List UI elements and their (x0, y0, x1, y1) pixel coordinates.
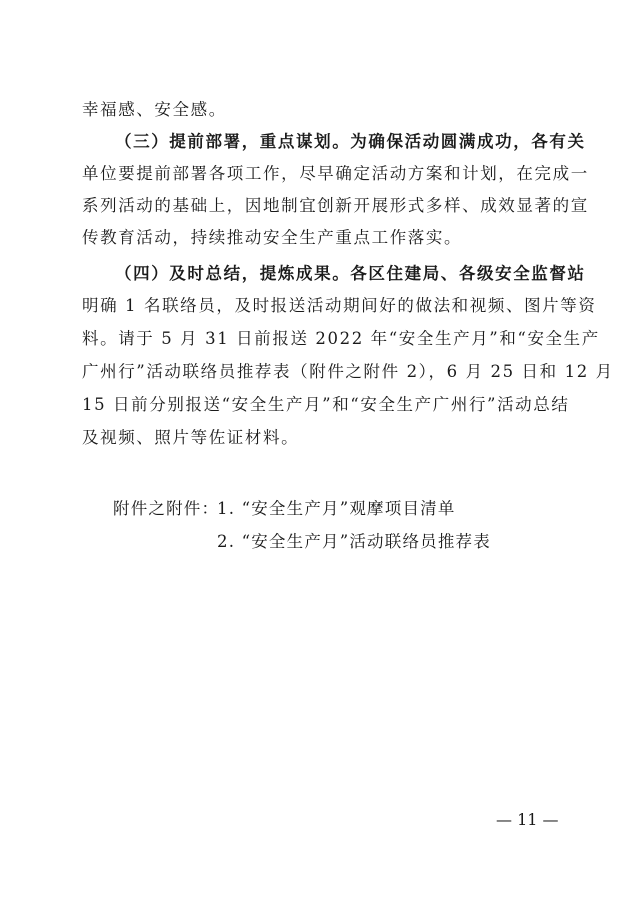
paragraph-line: 料。请于 5 月 31 日前报送 2022 年“安全生产月”和“安全生产 (82, 329, 600, 348)
paragraph-line: 幸福感、安全感。 (82, 100, 227, 119)
section-four-line: （四）及时总结，提炼成果。各区住建局、各级安全监督站 (115, 264, 586, 283)
attachment-item-1: 1. “安全生产月”观摩项目清单 (217, 499, 456, 518)
paragraph-line: 15 日前分别报送“安全生产月”和“安全生产广州行”活动总结 (82, 395, 570, 414)
paragraph-line: 系列活动的基础上，因地制宜创新开展形式多样、成效显著的宣 (82, 196, 589, 215)
paragraph-line: 传教育活动，持续推动安全生产重点工作落实。 (82, 228, 463, 247)
page-number: — 11 — (496, 810, 559, 829)
attachments-label: 附件之附件： (113, 499, 220, 518)
paragraph-line: 单位要提前部署各项工作，尽早确定活动方案和计划，在完成一 (82, 164, 589, 183)
attachment-item-2: 2. “安全生产月”活动联络员推荐表 (217, 532, 491, 551)
paragraph-line: 及视频、照片等佐证材料。 (82, 428, 300, 447)
paragraph-line: 广州行”活动联络员推荐表（附件之附件 2），6 月 25 日和 12 月 (82, 362, 614, 381)
paragraph-line: 明确 1 名联络员，及时报送活动期间好的做法和视频、图片等资 (82, 296, 597, 315)
section-three-line: （三）提前部署，重点谋划。为确保活动圆满成功，各有关 (115, 132, 586, 151)
